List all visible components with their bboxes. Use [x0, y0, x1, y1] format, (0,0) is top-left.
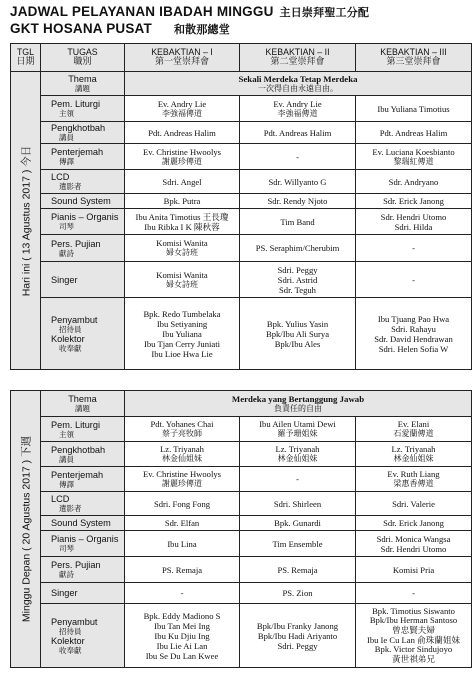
task-label: LCD 遺影者 — [41, 170, 125, 194]
cell: Sdr. Rendy Njoto — [240, 194, 356, 209]
task-label: Pem. Liturgi 主領 — [41, 96, 125, 122]
table-row — [11, 170, 472, 194]
cell: Ev. Christine Hwoolys 謝麗珍傳道 — [125, 144, 240, 170]
table-row — [11, 209, 472, 235]
table-row — [11, 417, 472, 442]
col-service-1: KEBAKTIAN – I 第一堂崇拜會 — [125, 44, 240, 72]
task-label: Penterjemah 傳譯 — [41, 467, 125, 492]
cell: - — [240, 467, 356, 492]
table-row — [11, 262, 472, 298]
table-header-row — [11, 44, 472, 72]
cell: Ibu Yuliana Timotius — [356, 96, 472, 122]
table-row — [11, 516, 472, 531]
title-chinese: 主日崇拜聖工分配 — [279, 6, 370, 19]
task-label: Pers. Pujian 獻詩 — [41, 235, 125, 262]
cell: Bpk. Yulius Yasin Bpk/Ibu Ali Surya Bpk/Ibu Ales — [240, 298, 356, 370]
cell: Pdt. Andreas Halim — [240, 122, 356, 144]
church-name: GKT HOSANA PUSAT — [10, 21, 152, 36]
cell: Sdr. Erick Janong — [356, 516, 472, 531]
sermon-theme: Sekali Merdeka Tetap Merdeka 一次得自由永遠自由。 — [125, 72, 472, 96]
cell: Pdt. Andreas Halim — [125, 122, 240, 144]
table-row — [11, 144, 472, 170]
table-row — [11, 442, 472, 467]
schedule-table-next-week — [10, 390, 472, 668]
col-service-2: KEBAKTIAN – II 第二堂崇拜會 — [240, 44, 356, 72]
table-row — [11, 298, 472, 370]
cell: Sdr. Elfan — [125, 516, 240, 531]
cell: Pdt. Andreas Halim — [356, 122, 472, 144]
cell: Komisi Wanita 婦女詩班 — [125, 262, 240, 298]
cell: - — [125, 583, 240, 604]
cell: Ev. Ruth Liang 梁惠香傳道 — [356, 467, 472, 492]
col-date: TGL 日期 — [11, 44, 41, 72]
cell: Ev. Andry Lie 李強福傳道 — [240, 96, 356, 122]
cell: Sdri. Angel — [125, 170, 240, 194]
cell: Bpk. Gunardi — [240, 516, 356, 531]
task-label: Pers. Pujian 獻詩 — [41, 557, 125, 583]
table-row — [11, 72, 472, 96]
task-label: LCD 遺影者 — [41, 492, 125, 516]
task-label: Penyambut 招待員 Kolektor 收奉獻 — [41, 298, 125, 370]
table-row — [11, 604, 472, 668]
title-indonesian: JADWAL PELAYANAN IBADAH MINGGU — [10, 4, 274, 19]
church-name-chinese: 和散那總堂 — [173, 23, 230, 36]
cell: Sdr. Andryano — [356, 170, 472, 194]
cell: Sdr. Hendri Utomo Sdri. Hilda — [356, 209, 472, 235]
sermon-theme: Merdeka yang Bertanggung Jawab 負責任的自由 — [125, 391, 472, 417]
table-row — [11, 467, 472, 492]
date-label-this-week: Hari ini ( 13 Agustus 2017 ) 今日 — [11, 72, 41, 370]
cell: PS. Zion — [240, 583, 356, 604]
cell: Bpk. Redo Tumbelaka Ibu Setiyaning Ibu Yuliana Ibu Tjan Cerry Juniati Ibu Lioe Hwa Lie — [125, 298, 240, 370]
cell: Komisi Pria — [356, 557, 472, 583]
cell: - — [356, 583, 472, 604]
table-row — [11, 235, 472, 262]
task-label: Pianis – Organis 司琴 — [41, 209, 125, 235]
cell: Sdr. Erick Janong — [356, 194, 472, 209]
task-label: Thema 講題 — [41, 72, 125, 96]
task-label: Sound System — [41, 516, 125, 531]
task-label: Pengkhotbah 講員 — [41, 122, 125, 144]
cell: Ev. Elani 石愛蘭傳道 — [356, 417, 472, 442]
page-header — [10, 4, 470, 38]
cell: PS. Remaja — [125, 557, 240, 583]
task-label: Singer — [41, 583, 125, 604]
table-row — [11, 194, 472, 209]
cell: Ibu Anita Timotius 王長瓊 Ibu Ribka I K 陳秋蓉 — [125, 209, 240, 235]
cell: Sdri. Shirleen — [240, 492, 356, 516]
cell: - — [356, 262, 472, 298]
cell: Komisi Wanita 婦女詩班 — [125, 235, 240, 262]
cell: PS. Seraphim/Cherubim — [240, 235, 356, 262]
cell: Lz. Triyanah 林金仙姐妹 — [125, 442, 240, 467]
cell: - — [240, 144, 356, 170]
cell: Bpk. Eddy Madiono S Ibu Tan Mei Ing Ibu Ku Djiu Ing Ibu Lie Ai Lan Ibu Se Du Lan Kwee — [125, 604, 240, 668]
task-label: Penyambut 招待員 Kolektor 收奉獻 — [41, 604, 125, 668]
cell: Ibu Lina — [125, 531, 240, 557]
task-label: Penterjemah 傳譯 — [41, 144, 125, 170]
cell: Ev. Luciana Koesbianto 黎瑞紅傳道 — [356, 144, 472, 170]
cell: Sdri. Monica Wangsa Sdr. Hendri Utomo — [356, 531, 472, 557]
cell: Sdri. Fong Fong — [125, 492, 240, 516]
cell: Sdri. Valerie — [356, 492, 472, 516]
cell: Lz. Triyanah 林金仙姐妹 — [240, 442, 356, 467]
cell: Ev. Andry Lie 李強福傳道 — [125, 96, 240, 122]
task-label: Singer — [41, 262, 125, 298]
task-label: Sound System — [41, 194, 125, 209]
cell: Bpk. Timotius Siswanto Bpk/Ibu Herman Santoso 曾忠賢夫婦 Ibu Ie Cu Lan 俞珠蘭姐妹 Bpk. Victor Sindujoyo 黃世祺弟兄 — [356, 604, 472, 668]
cell: Tim Ensemble — [240, 531, 356, 557]
table-row — [11, 492, 472, 516]
col-task: TUGAS 職別 — [41, 44, 125, 72]
table-row — [11, 557, 472, 583]
task-label: Pianis – Organis 司琴 — [41, 531, 125, 557]
cell: Ev. Christine Hwoolys 謝麗珍傳道 — [125, 467, 240, 492]
table-row — [11, 531, 472, 557]
table-row — [11, 391, 472, 417]
cell: - — [356, 235, 472, 262]
cell: Bpk/Ibu Franky Janong Bpk/Ibu Hadi Ariyanto Sdri. Peggy — [240, 604, 356, 668]
date-label-next-week: Minggu Depan ( 20 Agustus 2017 ) 下週 — [11, 391, 41, 668]
schedule-table-this-week — [10, 43, 472, 370]
table-row — [11, 583, 472, 604]
cell: Pdt. Yohanes Chai 蔡子亮牧師 — [125, 417, 240, 442]
cell: Ibu Tjuang Pao Hwa Sdri. Rahayu Sdr. David Hendrawan Sdri. Helen Sofia W — [356, 298, 472, 370]
task-label: Thema 講題 — [41, 391, 125, 417]
table-row — [11, 122, 472, 144]
cell: Bpk. Putra — [125, 194, 240, 209]
task-label: Pem. Liturgi 主領 — [41, 417, 125, 442]
task-label: Pengkhotbah 講員 — [41, 442, 125, 467]
cell: Sdr. Willyanto G — [240, 170, 356, 194]
table-row — [11, 96, 472, 122]
cell: Sdri. Peggy Sdri. Astrid Sdr. Teguh — [240, 262, 356, 298]
col-service-3: KEBAKTIAN – III 第三堂崇拜會 — [356, 44, 472, 72]
cell: Tim Band — [240, 209, 356, 235]
cell: PS. Remaja — [240, 557, 356, 583]
cell: Lz. Triyanah 林金仙姐妹 — [356, 442, 472, 467]
cell: Ibu Ailen Utami Dewi 羅予珊姐妹 — [240, 417, 356, 442]
